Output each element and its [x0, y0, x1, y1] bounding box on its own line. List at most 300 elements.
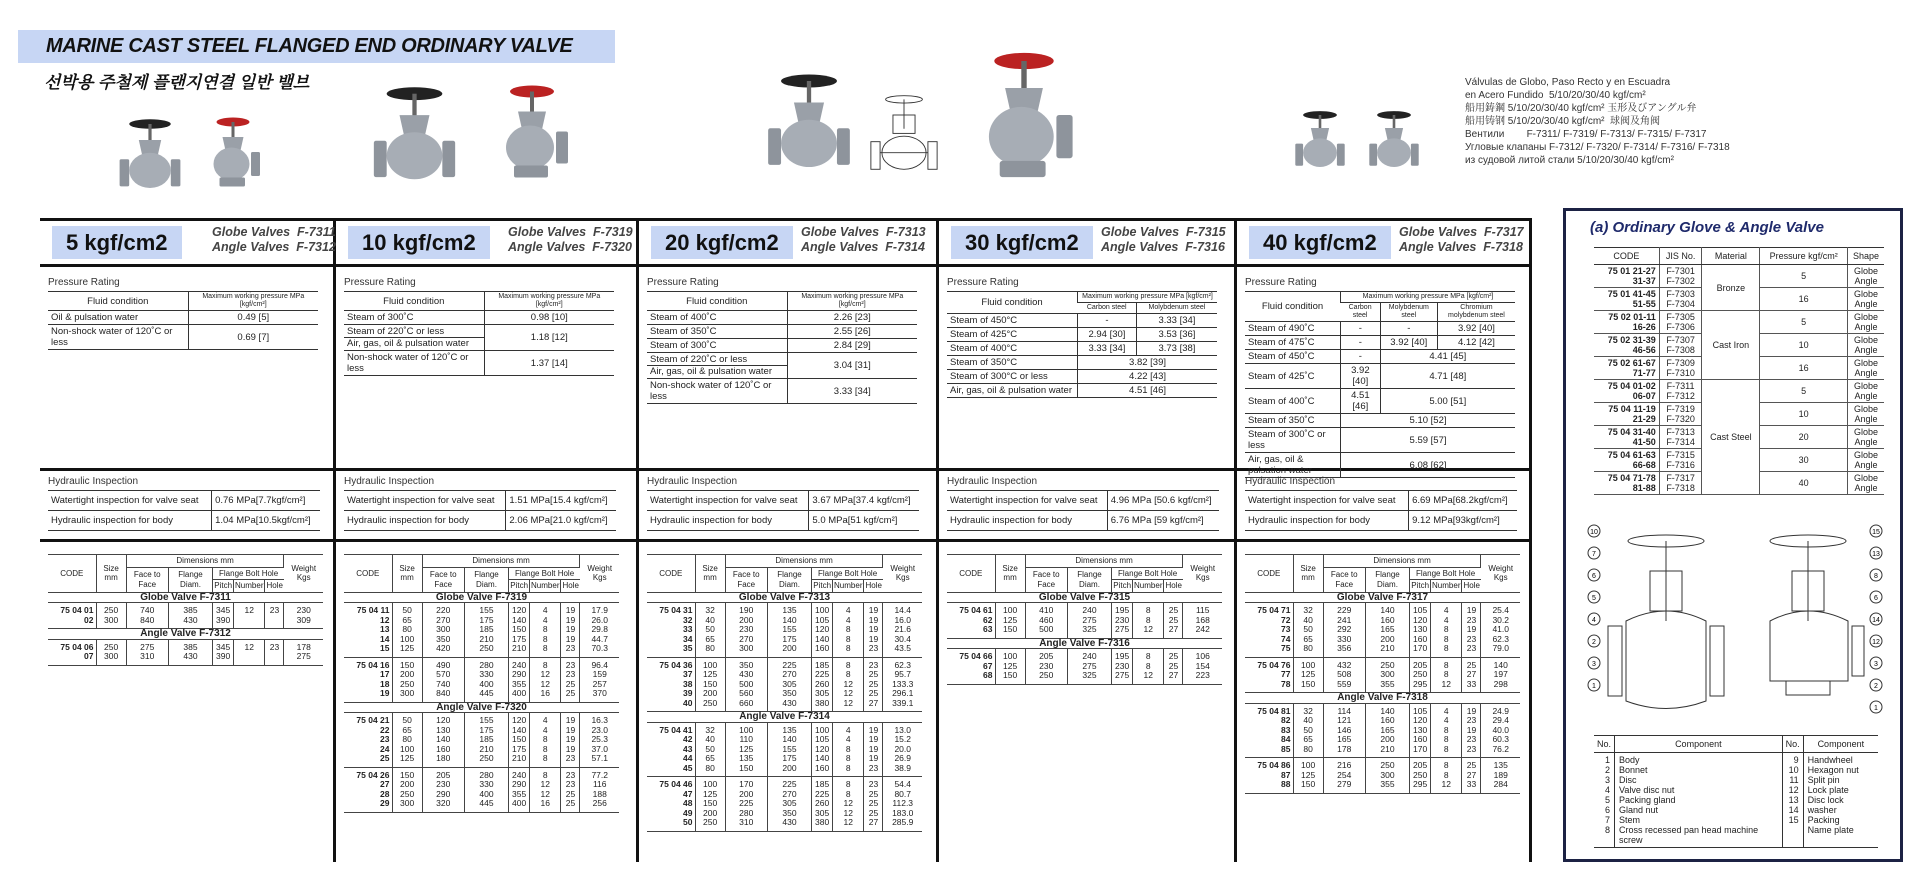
jis-line: F-7302 — [1666, 276, 1695, 286]
condition-text: Steam of 400˚C — [1248, 395, 1315, 407]
pitch-cell: 260 — [812, 799, 833, 809]
pitch-header: Pitch — [1411, 581, 1430, 590]
dimensions-header: Dimensions mm — [725, 555, 883, 568]
part-names — [1615, 753, 1783, 848]
pressure-row — [647, 339, 917, 353]
hole-cell: 19 — [561, 713, 580, 726]
weight-cell: 16.0 — [894, 614, 911, 625]
code-cell: 63 — [947, 625, 995, 638]
face-to-face-cell: 500 — [1025, 625, 1067, 638]
face-to-face-cell: 420 — [422, 644, 464, 657]
multilingual-line: 船用鋳鋼 5/10/20/30/40 kgf/cm² 玉形及びアングル弁 — [1465, 103, 1697, 114]
face-to-face-cell: 110 — [725, 735, 767, 745]
material-subheader: Chromium molybdenum steel — [1437, 303, 1515, 322]
panel-header: Pressure kgf/cm² — [1760, 248, 1847, 265]
size-cell: 150 — [695, 680, 725, 690]
size-cell: 32 — [695, 603, 725, 616]
code-cell: 77 — [1245, 670, 1293, 680]
weight-cell: 106 — [1195, 651, 1210, 661]
flange-diam-cell: 430 — [168, 616, 212, 629]
flange-diam-cell: 135 — [767, 722, 811, 735]
code-cell: 84 — [1245, 735, 1293, 745]
callout-number: 7 — [1592, 551, 1596, 558]
angle-valve-photo — [970, 34, 1078, 196]
pitch-cell: 120 — [1410, 716, 1431, 726]
valve-group-title: Angle Valve F-7312 — [48, 629, 323, 640]
pressure-row — [947, 328, 1217, 342]
code-cell: 87 — [1245, 771, 1293, 781]
code-cell: 48 — [647, 799, 695, 809]
fluid-condition — [344, 351, 484, 376]
pitch-cell: 185 — [812, 777, 833, 790]
face-to-face-cell: 410 — [1025, 603, 1067, 616]
code-cell: 82 — [1245, 716, 1293, 726]
bolt-number-cell: 8 — [1133, 616, 1164, 626]
code-cell — [1594, 288, 1659, 311]
table-row — [1245, 780, 1520, 793]
weight-cell: 29.8 — [591, 624, 608, 634]
code-line: 21-29 — [1632, 414, 1656, 424]
condition-text: Steam of 425°C — [950, 329, 1018, 340]
table-row — [1245, 680, 1520, 693]
fluid-condition — [1245, 364, 1341, 389]
flange-diam-cell: 385 — [168, 603, 212, 616]
size-cell: 100 — [695, 777, 725, 790]
code-cell: 23 — [344, 735, 392, 745]
part-number: 5 — [1605, 795, 1611, 805]
size-cell: 125 — [995, 616, 1025, 626]
size-cell: 250 — [392, 790, 422, 800]
column-10kgf — [336, 218, 636, 862]
table-row — [947, 603, 1222, 616]
part-number: 11 — [1789, 775, 1799, 785]
condition-text: Steam of 350°C — [950, 357, 1018, 368]
valve-group-title: Globe Valve F-7313 — [647, 592, 922, 603]
bolt-number-cell: 8 — [1133, 649, 1164, 662]
bolt-number-cell: 8 — [833, 754, 864, 764]
weight-cell: 26.0 — [591, 614, 608, 625]
jis-line: F-7315 — [1666, 450, 1695, 460]
bolt-number-cell: 8 — [1431, 625, 1462, 635]
hole-cell: 25 — [1462, 657, 1481, 670]
flange-diam-header: Flange Diam. — [1067, 567, 1111, 592]
valve-models — [801, 225, 926, 255]
callout-number: 12 — [1872, 639, 1880, 646]
code-cell: 22 — [344, 726, 392, 736]
pressure-rating-table — [647, 291, 917, 404]
code-line: 75 01 41-45 — [1607, 289, 1656, 299]
code-line: 31-37 — [1632, 276, 1656, 286]
hole-cell: 25 — [561, 799, 580, 812]
code-cell: 35 — [647, 644, 695, 657]
code-cell: 75 04 71 — [1245, 603, 1293, 616]
pitch-cell: 150 — [509, 735, 530, 745]
pitch-cell: 250 — [1410, 670, 1431, 680]
size-cell: 150 — [392, 767, 422, 780]
dimensions-header: Dimensions mm — [126, 555, 284, 568]
flange-diam-cell: 175 — [464, 726, 508, 736]
hole-cell: 27 — [1462, 670, 1481, 680]
face-to-face-cell: 432 — [1323, 657, 1365, 670]
max-pressure-header: Maximum working pressure MPa [kgf/cm²] — [188, 292, 318, 311]
callout-number: 1 — [1592, 683, 1596, 690]
bolt-number-cell: 12 — [1431, 780, 1462, 793]
part-number: 10 — [1788, 765, 1799, 775]
pitch-header: Pitch — [1113, 581, 1132, 590]
code-cell: 39 — [647, 689, 695, 699]
condition-text: Steam of 220˚C or less — [347, 326, 445, 337]
flange-diam-header: Flange Diam. — [767, 567, 811, 592]
bolt-number-cell: 4 — [530, 726, 561, 736]
weight-cell: 54.4 — [894, 779, 911, 789]
size-cell: 65 — [1293, 635, 1323, 645]
part-name: Stem — [1619, 815, 1641, 825]
column-5kgf — [40, 218, 336, 862]
part-number: 3 — [1605, 775, 1611, 785]
multilingual-line: en Acero Fundido 5/10/20/30/40 kgf/cm² — [1465, 90, 1646, 101]
table-row — [344, 713, 619, 726]
condition-text: Steam of 300°C or less — [950, 371, 1048, 382]
parts-header: No. — [1594, 736, 1615, 753]
part-number: 1 — [1605, 755, 1611, 765]
weight-cell: 25.3 — [591, 734, 608, 744]
part-number: 14 — [1788, 805, 1799, 815]
components-table — [1594, 735, 1878, 848]
pressure-value: 5.10 [52] — [1341, 414, 1515, 428]
dimensions-section — [639, 542, 936, 832]
table-row — [947, 625, 1222, 638]
valve-group-title: Angle Valve F-7318 — [1245, 693, 1520, 704]
hole-header: Hole — [562, 581, 579, 590]
size-cell: 150 — [392, 657, 422, 670]
table-row — [1245, 644, 1520, 657]
pitch-cell: 105 — [812, 735, 833, 745]
pressure-value: 3.92 [40] — [1380, 336, 1437, 350]
pitch-cell: 120 — [1410, 616, 1431, 626]
flange-diam-cell: 160 — [1365, 616, 1409, 626]
part-number: 12 — [1788, 785, 1799, 795]
pitch-cell: 160 — [812, 644, 833, 657]
flange-diam-cell: 430 — [767, 699, 811, 712]
size-cell: 65 — [392, 726, 422, 736]
pitch-header: Pitch — [214, 581, 233, 590]
condition-text: Steam of 475˚C — [1248, 337, 1315, 348]
globe-valve-photo — [766, 64, 852, 184]
size-cell: 300 — [96, 652, 126, 665]
face-to-face-cell: 500 — [725, 680, 767, 690]
material-cell: Bronze — [1702, 265, 1760, 311]
pressure-value: 5.00 [51] — [1380, 389, 1515, 414]
face-to-face-cell: 180 — [422, 754, 464, 767]
globe-valve-photo — [1294, 95, 1346, 187]
size-cell: 80 — [695, 644, 725, 657]
part-name: Disc — [1619, 775, 1637, 785]
code-line: 75 04 31-40 — [1607, 427, 1656, 437]
valve-group-title: Globe Valve F-7315 — [947, 592, 1222, 603]
face-to-face-cell: 200 — [725, 790, 767, 800]
shape-line: Globe — [1853, 312, 1878, 322]
bolt-number-cell: 8 — [833, 777, 864, 790]
bolt-number-cell: 12 — [833, 699, 864, 712]
jis-line: F-7316 — [1666, 460, 1695, 470]
size-cell: 125 — [695, 790, 725, 800]
pressure-value: 4.71 [48] — [1380, 364, 1515, 389]
weight-cell: 30.2 — [1492, 614, 1509, 625]
pitch-cell: 140 — [812, 754, 833, 764]
hole-cell: 25 — [864, 790, 883, 800]
face-to-face-cell: 250 — [1025, 671, 1067, 684]
bolt-number-cell: 8 — [530, 735, 561, 745]
code-cell: 32 — [647, 616, 695, 626]
size-cell: 32 — [695, 722, 725, 735]
hole-cell: 19 — [561, 635, 580, 645]
flange-diam-cell: 200 — [767, 644, 811, 657]
flange-diam-cell: 270 — [767, 790, 811, 800]
globe-valve-label: Globe Valves F-7317 — [1399, 225, 1524, 239]
table-row — [647, 603, 922, 616]
code-header: CODE — [947, 555, 995, 593]
weight-cell: 112.3 — [892, 798, 914, 808]
pressure-cell: 5 — [1760, 311, 1847, 334]
pressure-row — [48, 325, 318, 350]
callout-number: 13 — [1872, 551, 1880, 558]
bolt-number-cell: 4 — [1431, 716, 1462, 726]
hydraulic-caption: Hydraulic Inspection — [344, 476, 435, 487]
condition-text: Steam of 350˚C — [1248, 415, 1315, 426]
inspection-pressure: 5.0 MPa[51 kgf/cm²] — [809, 511, 919, 531]
code-cell: 85 — [1245, 745, 1293, 758]
pressure-rating-table — [947, 291, 1217, 398]
hydraulic-inspection-section — [1237, 471, 1529, 542]
table-row — [947, 649, 1222, 662]
dimensions-section — [336, 542, 636, 813]
code-cell: 12 — [344, 616, 392, 626]
size-cell: 50 — [1293, 625, 1323, 635]
code-cell — [1594, 472, 1659, 495]
weight-cell: 296.1 — [892, 688, 914, 698]
weight-cell: 40.0 — [1492, 724, 1509, 735]
flange-diam-cell: 305 — [767, 799, 811, 809]
material-cell: Cast Iron — [1702, 311, 1760, 380]
code-cell: 62 — [947, 616, 995, 626]
bolt-number-cell — [234, 616, 265, 629]
bolt-number-cell: 8 — [833, 635, 864, 645]
flange-diam-cell: 250 — [1365, 758, 1409, 771]
weight-cell: 14.4 — [894, 605, 911, 615]
pressure-value: 3.92 [40] — [1341, 364, 1381, 389]
hole-cell: 25 — [864, 680, 883, 690]
shape-line: Angle — [1854, 299, 1878, 309]
inspection-type: Hydraulic inspection for body — [344, 511, 506, 531]
hole-cell: 25 — [1164, 603, 1183, 616]
pitch-cell: 140 — [509, 616, 530, 626]
dimension-block — [344, 713, 619, 768]
hole-cell: 25 — [864, 670, 883, 680]
jis-line: F-7303 — [1666, 289, 1695, 299]
pressure-row — [647, 311, 917, 325]
weight-cell: 257 — [592, 678, 607, 689]
size-cell: 32 — [1293, 703, 1323, 716]
dimension-block — [947, 603, 1222, 639]
code-cell: 27 — [344, 780, 392, 790]
bolt-number-cell: 8 — [1431, 735, 1462, 745]
dimensions-section — [40, 542, 333, 666]
shape-cell — [1847, 357, 1884, 380]
number-header: Number — [834, 581, 863, 590]
size-cell: 300 — [96, 616, 126, 629]
panel-header: CODE — [1594, 248, 1659, 265]
flange-diam-cell: 400 — [464, 790, 508, 800]
bolt-number-cell: 12 — [833, 680, 864, 690]
part-name: Packing gland — [1619, 795, 1676, 805]
size-cell: 100 — [995, 603, 1025, 616]
hydraulic-inspection-section — [336, 471, 636, 542]
jis-cell — [1659, 288, 1702, 311]
weight-cell: 189 — [1493, 769, 1508, 780]
jis-cell — [1659, 265, 1702, 288]
hole-cell: 23 — [1462, 735, 1481, 745]
hydraulic-table — [947, 490, 1219, 531]
pitch-cell: 175 — [509, 635, 530, 645]
pressure-value: 3.53 [36] — [1136, 328, 1217, 342]
pressure-cell: 20 — [1760, 426, 1847, 449]
pressure-value: - — [1341, 336, 1381, 350]
pitch-header: Pitch — [813, 581, 832, 590]
pressure-value: 2.94 [30] — [1078, 328, 1137, 342]
shape-line: Globe — [1853, 335, 1878, 345]
face-to-face-cell: 508 — [1323, 670, 1365, 680]
code-line: 75 02 61-67 — [1607, 358, 1656, 368]
face-to-face-cell: 280 — [725, 809, 767, 819]
size-cell: 50 — [1293, 726, 1323, 736]
pressure-value: 2.26 [23] — [787, 311, 917, 325]
dimensions-header: Dimensions mm — [422, 555, 580, 568]
code-line: 75 04 11-19 — [1608, 404, 1656, 414]
code-cell: 34 — [647, 635, 695, 645]
code-cell: 83 — [1245, 726, 1293, 736]
face-to-face-cell: 230 — [725, 625, 767, 635]
part-number: 13 — [1788, 795, 1799, 805]
size-cell: 32 — [1293, 603, 1323, 616]
pitch-cell: 140 — [812, 635, 833, 645]
flange-diam-cell: 250 — [1365, 657, 1409, 670]
weight-cell: 17.9 — [591, 605, 608, 615]
weight-cell: 37.0 — [591, 743, 608, 754]
bolt-hole-header: Flange Bolt Hole — [509, 567, 580, 580]
hole-cell: 23 — [265, 603, 284, 616]
face-to-face-cell: 350 — [725, 657, 767, 670]
flange-diam-cell: 140 — [1365, 703, 1409, 716]
code-cell — [1594, 403, 1659, 426]
size-cell: 150 — [695, 799, 725, 809]
pitch-cell: 380 — [812, 818, 833, 831]
jis-line: F-7301 — [1666, 266, 1695, 276]
part-number: 9 — [1793, 755, 1799, 765]
hole-cell: 27 — [864, 699, 883, 712]
code-cell: 02 — [48, 616, 96, 629]
hole-cell: 19 — [561, 603, 580, 616]
table-row — [1594, 380, 1884, 403]
flange-diam-cell: 210 — [1365, 745, 1409, 758]
face-to-face-cell: 254 — [1323, 771, 1365, 781]
code-cell: 68 — [947, 671, 995, 684]
flange-diam-cell: 330 — [464, 670, 508, 680]
code-cell: 73 — [1245, 625, 1293, 635]
hole-cell: 19 — [561, 745, 580, 755]
weight-cell: 133.3 — [892, 678, 914, 689]
weight-cell: 79.0 — [1481, 644, 1520, 657]
pitch-cell: 305 — [812, 689, 833, 699]
size-cell: 80 — [392, 625, 422, 635]
pitch-cell: 140 — [509, 726, 530, 736]
flange-diam-cell: 210 — [464, 635, 508, 645]
ordinary-valve-panel — [1563, 208, 1903, 862]
pressure-row — [947, 370, 1217, 384]
table-row — [1245, 758, 1520, 771]
fluid-condition — [1245, 336, 1341, 350]
size-header: Size mm — [995, 555, 1025, 593]
panel-header: Shape — [1847, 248, 1884, 265]
hydraulic-caption: Hydraulic Inspection — [947, 476, 1038, 487]
weight-cell: 21.6 — [894, 624, 911, 634]
part-name: Name plate — [1807, 825, 1854, 835]
pitch-cell: 105 — [1410, 703, 1431, 716]
hydraulic-table — [647, 490, 919, 531]
hole-cell: 23 — [265, 639, 284, 652]
shape-line: Angle — [1854, 437, 1878, 447]
pressure-value: 4.51 [46] — [1341, 389, 1381, 414]
face-to-face-cell: 146 — [1323, 726, 1365, 736]
code-cell: 24 — [344, 745, 392, 755]
column-header — [639, 218, 936, 267]
part-numbers — [1782, 753, 1803, 848]
shape-cell — [1847, 426, 1884, 449]
hole-cell: 27 — [1164, 625, 1183, 638]
part-name: Packing — [1807, 815, 1840, 825]
hole-cell — [265, 652, 284, 665]
pressure-value: 5.59 [57] — [1341, 428, 1515, 453]
face-to-face-cell: 100 — [725, 722, 767, 735]
callout-number: 8 — [1874, 573, 1878, 580]
pitch-cell: 355 — [509, 680, 530, 690]
shape-line: Angle — [1854, 345, 1878, 355]
weight-cell: 26.9 — [894, 753, 911, 763]
jis-cell — [1659, 403, 1702, 426]
hydraulic-row — [647, 491, 919, 511]
column-header — [336, 218, 636, 267]
hole-cell: 19 — [561, 616, 580, 626]
jis-line: F-7305 — [1666, 312, 1695, 322]
code-line: 75 02 01-11 — [1608, 312, 1656, 322]
size-cell: 300 — [392, 799, 422, 812]
code-cell: 75 04 41 — [647, 722, 695, 735]
size-cell: 100 — [392, 635, 422, 645]
code-cell: 75 04 31 — [647, 603, 695, 616]
dimensions-header: Dimensions mm — [1323, 555, 1481, 568]
bolt-hole-header: Flange Bolt Hole — [812, 567, 883, 580]
pressure-value: 0.49 [5] — [188, 311, 318, 325]
condition-text: Steam of 450°C — [950, 315, 1018, 326]
inspection-type: Hydraulic inspection for body — [647, 511, 809, 531]
hole-cell: 33 — [1462, 680, 1481, 693]
size-cell: 250 — [695, 818, 725, 831]
shape-line: Angle — [1854, 368, 1878, 378]
material-subheader: Carbon steel — [1078, 303, 1137, 314]
valve-models — [212, 225, 336, 255]
fluid-condition-header: Fluid condition — [1245, 292, 1341, 322]
pressure-rating-caption: Pressure Rating — [947, 277, 1019, 288]
globe-valve-photo — [362, 83, 467, 190]
